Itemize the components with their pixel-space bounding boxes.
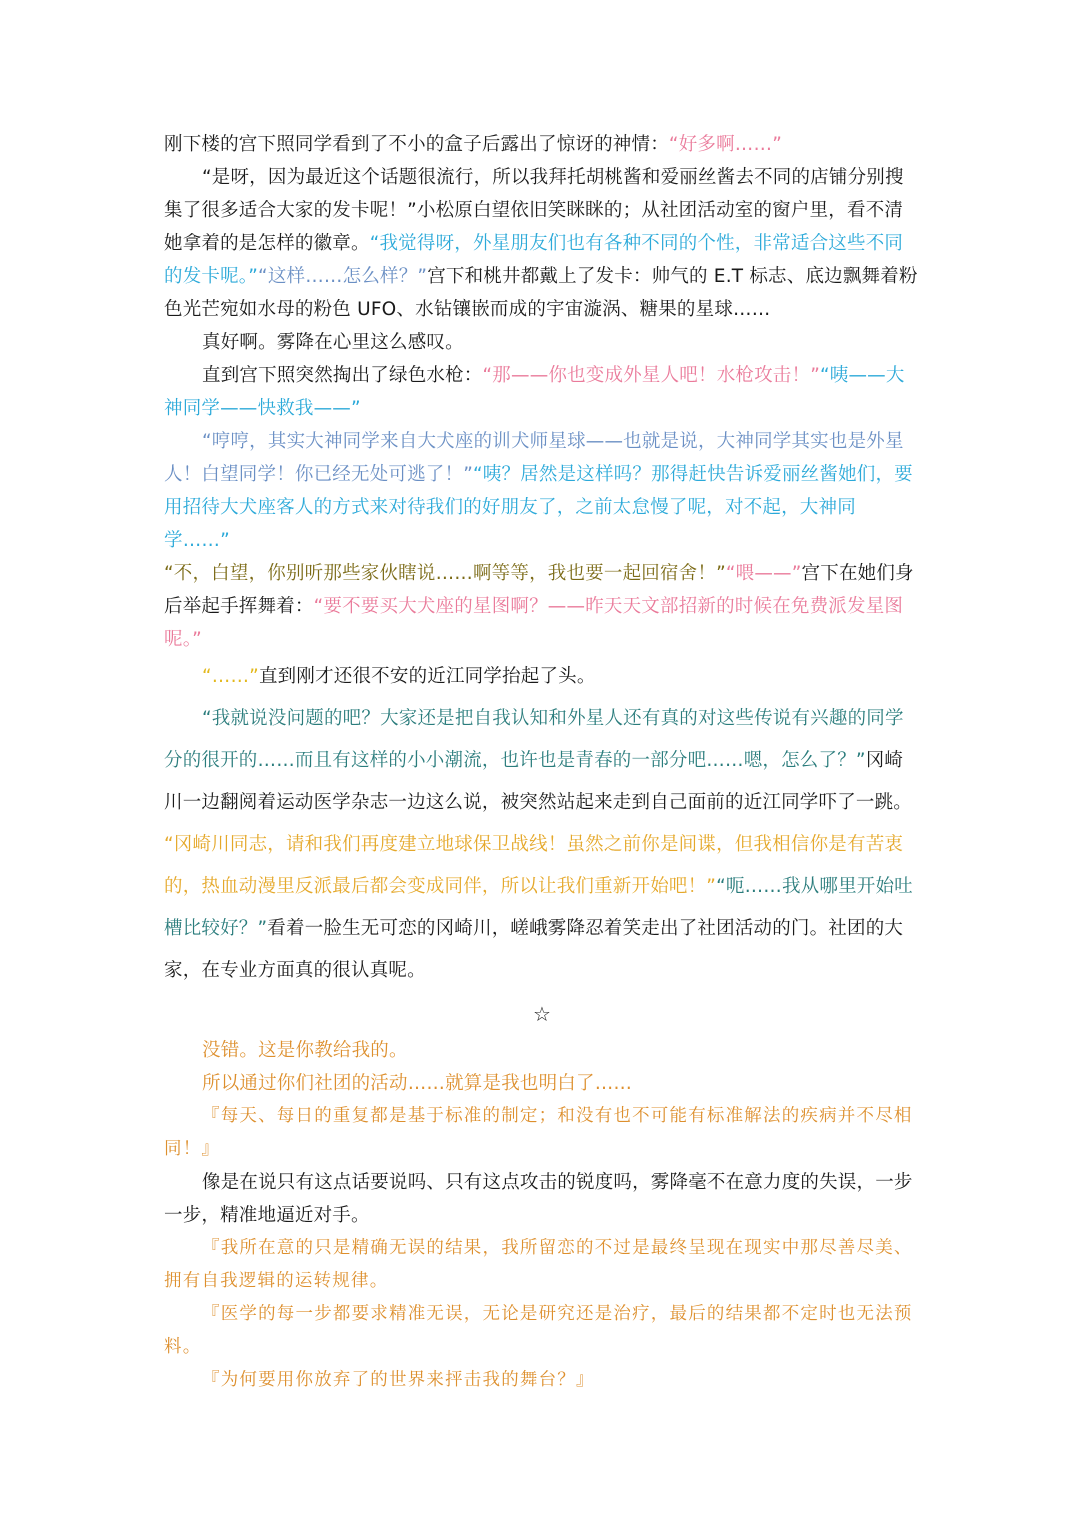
- dialogue-oumi: “冈崎川同志，请和我们再度建立地球保卫战线！虽然之前你是间谍，但我相信你是有苦衷的，热血动漫里反派最后都会变成同伴，所以让我们重新开始吧！”: [164, 834, 904, 897]
- section-line-1: 没错。这是你教给我的。: [202, 1040, 408, 1061]
- paragraph-9: [164, 824, 920, 992]
- quoted-line-1: 『每天、每日的重复都是基于标准的制定；和没有也不可能有标准解法的疾病并不尽相同！』: [164, 1106, 913, 1159]
- dialogue-momoi: “这样……怎么样？”: [258, 266, 428, 287]
- quoted-line-4: 『为何要用你放弃了的世界来抨击我的舞台？』: [202, 1370, 595, 1390]
- narration: 冈崎川一边翻阅着运动医学杂志一边这么说，被突然站起来走到自己面前的近江同学吓了一跳。: [164, 750, 913, 813]
- dialogue-komatsubara-blue: “我觉得呀，外星朋友们也有各种不同的个性，非常适合这些不同的发卡呢。”: [164, 233, 904, 287]
- paragraph-2: [164, 161, 920, 326]
- dialogue-ogami: “不，白望，你别听那些家伙瞎说……啊等等，我也要一起回宿舍！”: [164, 563, 726, 584]
- quoted-line-2: 『我所在意的只是精确无误的结果，我所留恋的不过是最终呈现在现实中那尽善尽美、拥有自我逻辑的运转规律。: [164, 1238, 913, 1291]
- dialogue-miyashita: “好多啊……”: [668, 134, 782, 155]
- paragraph-6: [164, 557, 920, 656]
- dialogue-miyashita: “那——你也变成外星人吧！水枪攻击！”: [482, 365, 820, 386]
- paragraph-7: [164, 656, 920, 698]
- dialogue-miyashita: “喂——”: [725, 563, 802, 584]
- dialogue-miyashita-2: “要不要买大犬座的星图啊？——昨天天文部招新的时候在免费派发星图呢。”: [164, 596, 904, 650]
- narration: 宫下和桃井都戴上了发卡：帅气的 E.T 标志、底边飘舞着粉色光芒宛如水母的粉色 UFO、水钻镶嵌而成的宇宙漩涡、糖果的星球……: [164, 266, 918, 320]
- narration: 刚下楼的宫下照同学看到了不小的盒子后露出了惊讶的神情：: [164, 134, 669, 155]
- paragraph-8: [164, 698, 920, 824]
- narration: 直到宫下照突然掏出了绿色水枪：: [202, 365, 483, 386]
- paragraph-5: [164, 425, 920, 557]
- dialogue-oumi: “……”: [202, 666, 259, 687]
- narration: 直到刚才还很不安的近江同学抬起了头。: [258, 666, 596, 687]
- section-line-2: 所以通过你们社团的活动……就算是我也明白了……: [202, 1073, 633, 1094]
- dialogue-komatsubara: “咦——大神同学——快救我——”: [164, 365, 905, 419]
- paragraph-1: [164, 128, 920, 161]
- narration-line: 像是在说只有这点话要说吗、只有这点攻击的锐度吗，雾降毫不在意力度的失误，一步一步，精准地逼近对手。: [164, 1172, 913, 1226]
- quoted-line-3: 『医学的每一步都要求精准无误，无论是研究还是治疗，最后的结果都不定时也无法预料。: [164, 1304, 913, 1357]
- paragraph-3: 真好啊。雾降在心里这么感叹。: [202, 332, 464, 353]
- dialogue-komatsubara: “是呀，因为最近这个话题很流行，所以我拜托胡桃酱和爱丽丝酱去不同的店铺分别搜集了很多适合大家的发卡呢！”小松原白望依旧笑眯眯的；从社团活动室的窗户里，看不清她拿着的是怎样的徽章。: [164, 167, 904, 254]
- dialogue-okazakigawa: “呃……我从哪里开始吐槽比较好？”: [164, 876, 913, 939]
- narration: 看着一脸生无可恋的冈崎川，嵯峨雾降忍着笑走出了社团活动的门。社团的大家，在专业方面真的很认真呢。: [164, 918, 904, 981]
- dialogue-momoi: “哼哼，其实大神同学来自大犬座的训犬师星球——也就是说，大神同学其实也是外星人！白望同学！你已经无处可逃了！”: [164, 431, 904, 485]
- narration: 宫下在她们身后举起手挥舞着：: [164, 563, 914, 617]
- paragraph-4: [164, 359, 920, 425]
- dialogue-okazakigawa: “我就说没问题的吧？大家还是把自我认知和外星人还有真的对这些传说有兴趣的同学分的很开的……而且有这样的小小潮流，也许也是青春的一部分吧……嗯，怎么了？”: [164, 708, 904, 771]
- section-separator: ☆: [533, 1002, 551, 1026]
- story-text: [164, 128, 920, 1397]
- dialogue-komatsubara: “咦？居然是这样吗？那得赶快告诉爱丽丝酱她们，要用招待大犬座客人的方式来对待我们的好朋友了，之前太怠慢了呢，对不起，大神同学……”: [164, 464, 913, 551]
